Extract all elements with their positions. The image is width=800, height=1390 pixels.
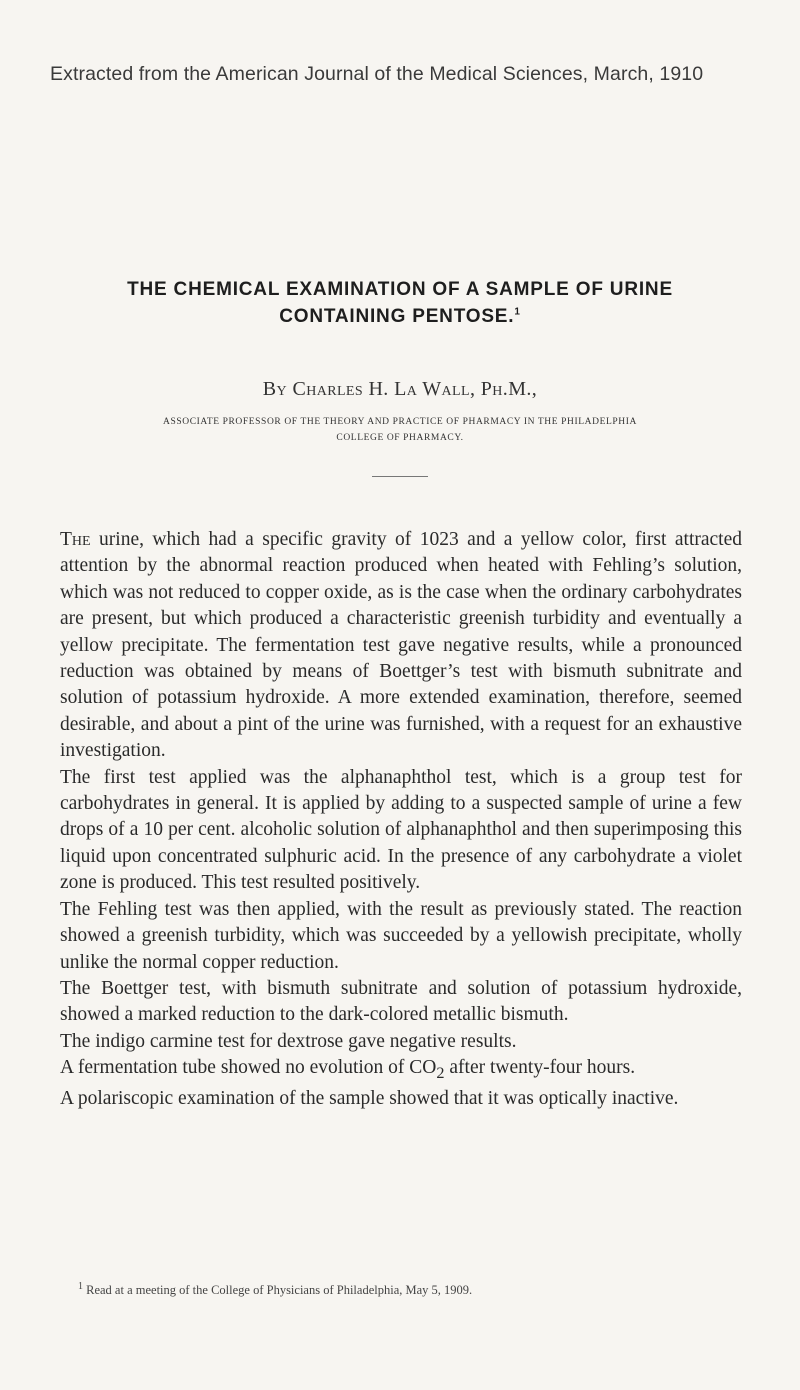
title-line-2 [40, 303, 760, 330]
footnote-marker: 1 [78, 1280, 83, 1292]
paragraph-2: The first test applied was the alphanaphthol test, which is a group test for carbohydrates in general. It is applied by adding to a suspected sample of urine a few drops of a 10 per cent. alcoholic solution of alphanaphthol and then superimposing this liquid upon concentrated sulphuric acid. In the presence of any carbohydrate a violet zone is produced. This test resulted positively. [60, 766, 742, 894]
paragraph-4: The Boettger test, with bismuth subnitrate and solution of potassium hydroxide, showed a marked reduction to the dark-colored metallic bismuth. [60, 977, 742, 1026]
section-divider [372, 476, 428, 477]
article-title [40, 276, 760, 330]
affiliation-line-2: COLLEGE OF PHARMACY. [336, 433, 464, 443]
paragraph-1 [60, 527, 742, 765]
title-line-1: THE CHEMICAL EXAMINATION OF A SAMPLE OF URINE [127, 279, 673, 300]
footnote-text: Read at a meeting of the College of Physicians of Philadelphia, May 5, 1909. [83, 1283, 473, 1297]
paragraph-1-text: urine, which had a specific gravity of 1023 and a yellow color, first attracted attention by the abnormal reaction produced when heated with Fehling’s solution, which was not reduced to copper oxide, as is the case when the ordinary carbohydrates are present, but which produced a characteristic greenish turbidity and eventually a yellow precipitate. The fermentation test gave negative results, while a pronounced reduction was obtained by means of Boettger’s test with bismuth subnitrate and solution of potassium hydroxide. A more extended examination, therefore, seemed desirable, and about a pint of the urine was furnished, with a request for an exhaustive investigation. [60, 529, 742, 762]
paragraph-6-text-b: after twenty-four hours. [444, 1057, 636, 1079]
title-footnote-marker: 1 [514, 306, 521, 318]
co2-subscript: 2 [436, 1064, 445, 1083]
paragraph-6 [60, 1055, 742, 1086]
footnote [78, 1280, 778, 1298]
byline-prefix: By [262, 378, 288, 400]
journal-source-line: Extracted from the American Journal of the Medical Sciences, March, 1910 [50, 63, 704, 85]
byline [0, 378, 800, 401]
author-affiliation [30, 414, 770, 446]
paragraph-5: The indigo carmine test for dextrose gave negative results. [60, 1030, 517, 1052]
article-body [60, 527, 742, 1113]
paragraph-6-text-a: A fermentation tube showed no evolution of CO [60, 1057, 437, 1079]
paragraph-3: The Fehling test was then applied, with the result as previously stated. The reaction showed a greenish turbidity, which was succeeded by a yellowish precipitate, wholly unlike the normal copper reduction. [60, 898, 742, 973]
paragraph-7: A polariscopic examination of the sample showed that it was optically inactive. [60, 1088, 679, 1110]
paragraph-1-lead: The [60, 529, 91, 550]
author-name: Charles H. La Wall, Ph.M., [292, 378, 538, 400]
title-line-2-text: CONTAINING PENTOSE. [279, 306, 515, 327]
affiliation-line-1: ASSOCIATE PROFESSOR OF THE THEORY AND PRACTICE OF PHARMACY IN THE PHILADELPHIA [163, 417, 637, 427]
